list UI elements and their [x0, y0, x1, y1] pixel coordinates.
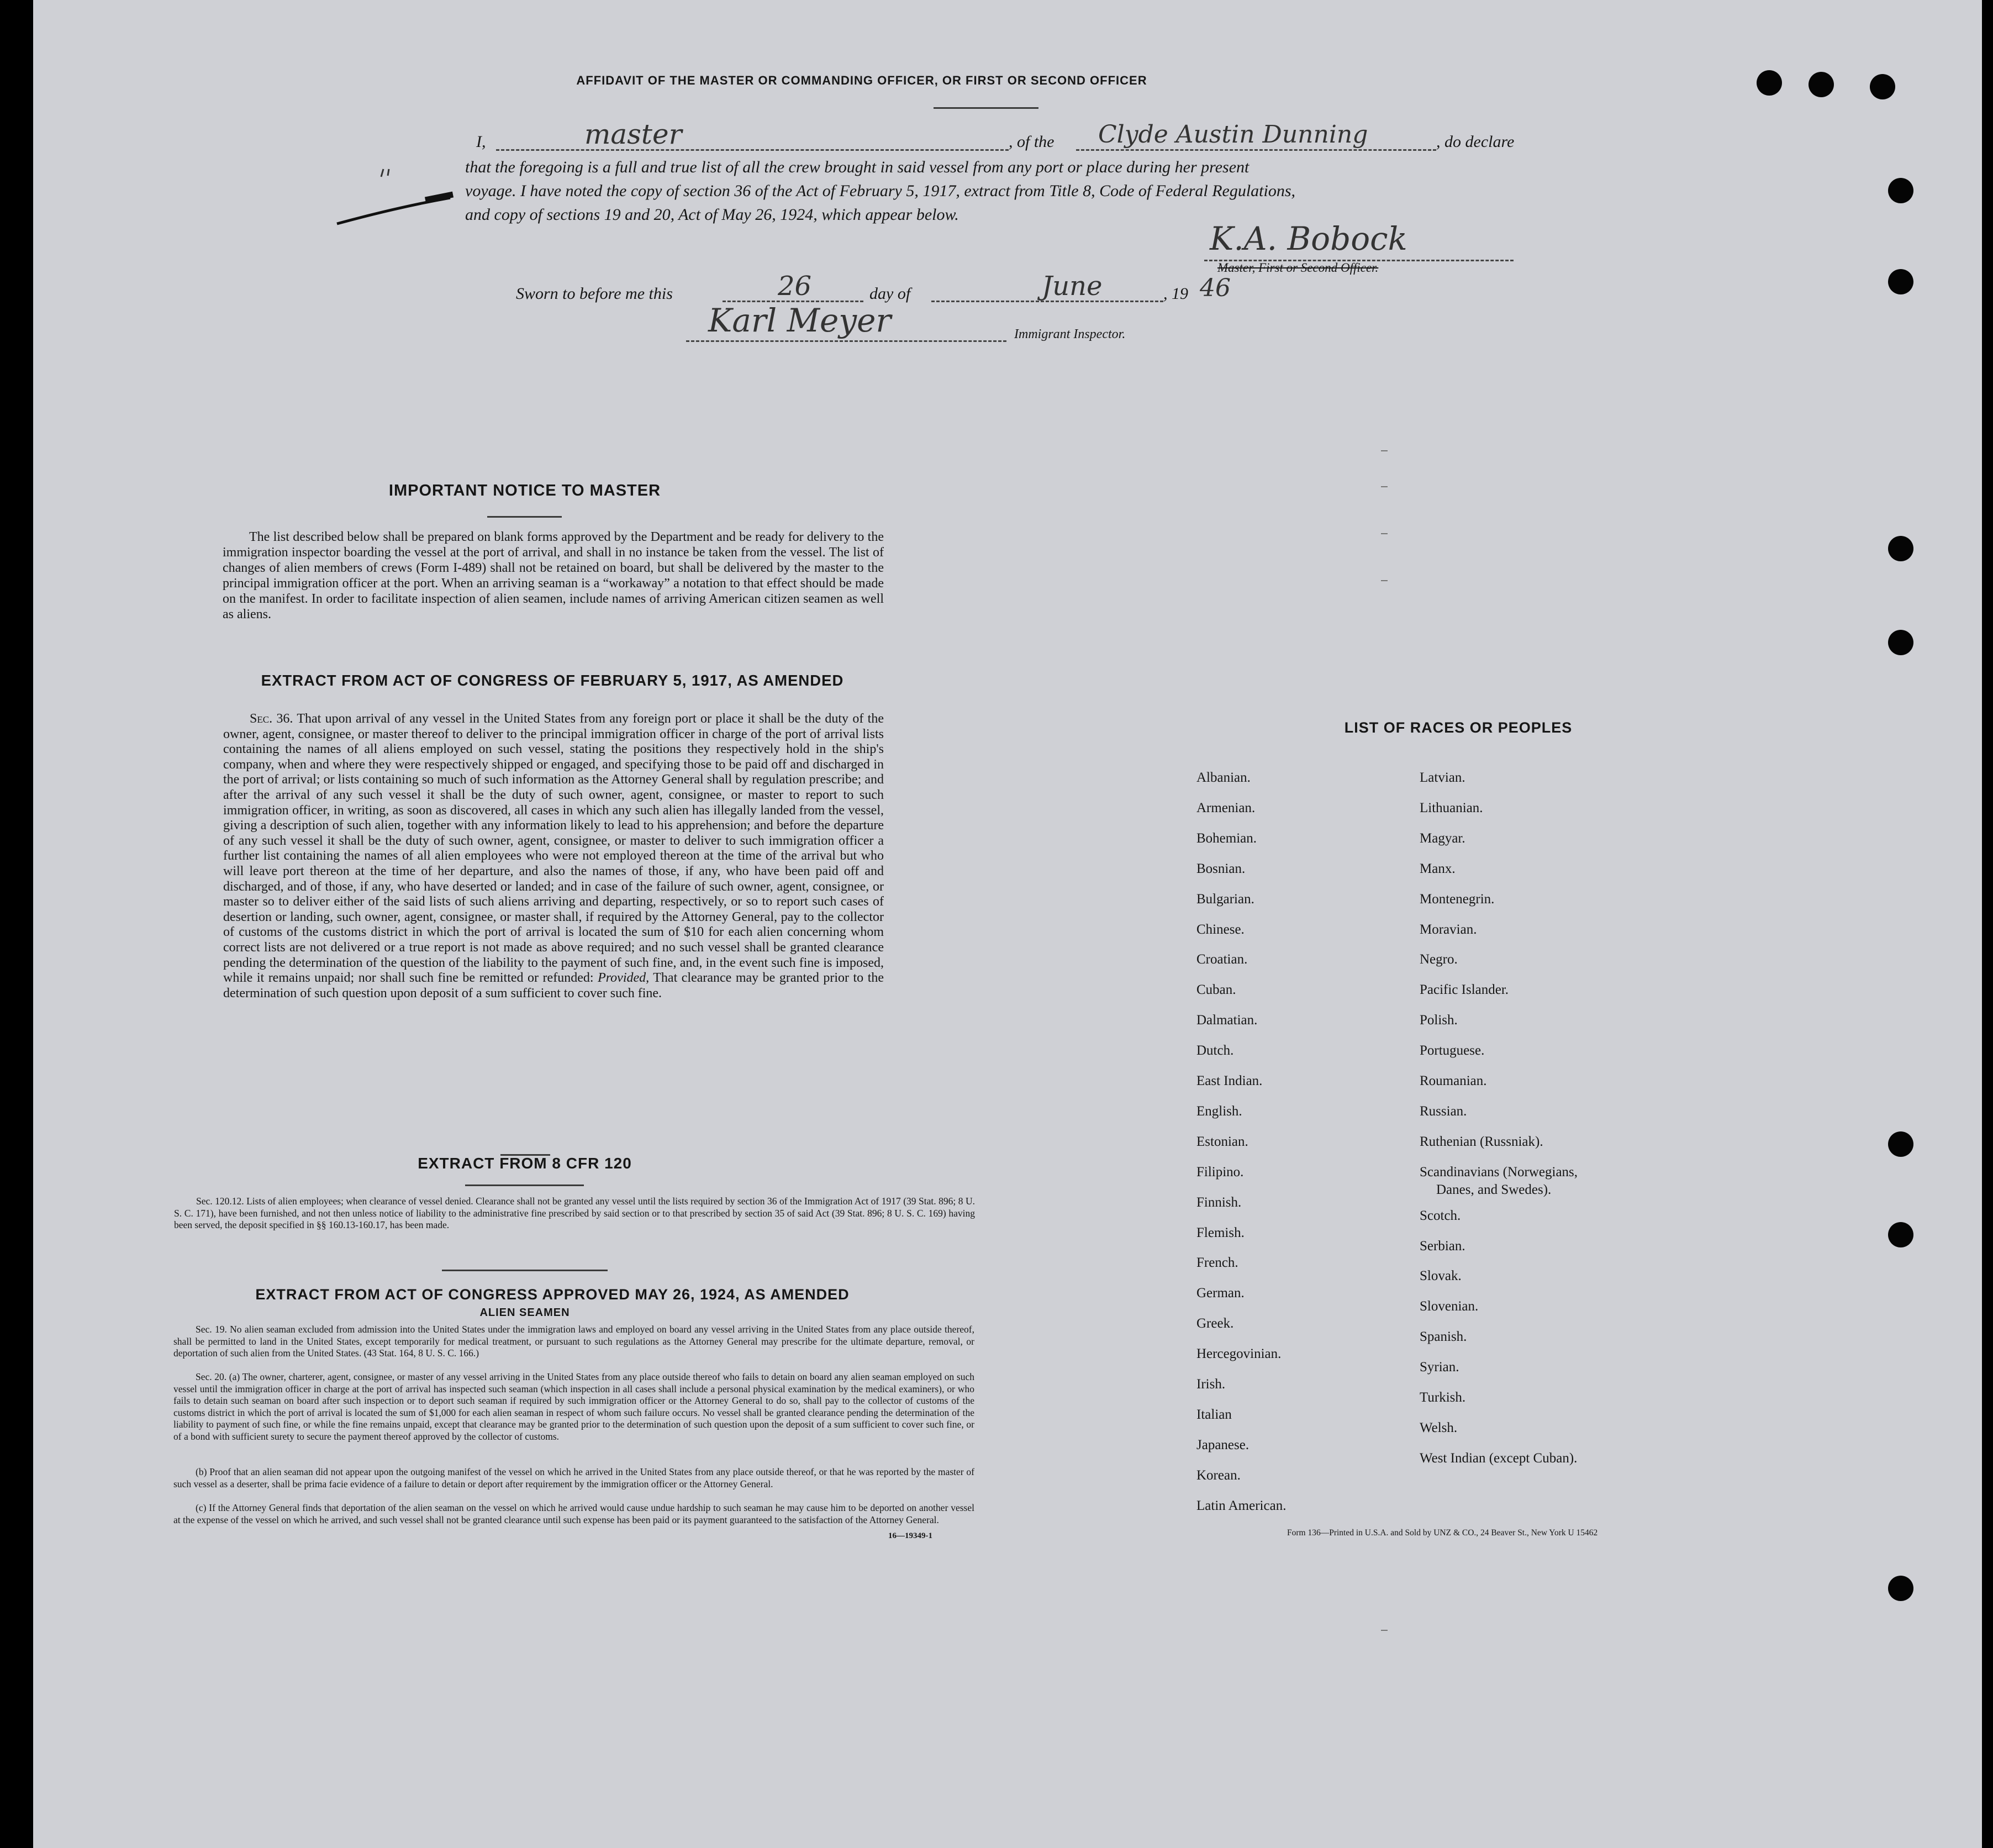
race-item: Roumanian.	[1420, 1073, 1487, 1088]
cfr-title: EXTRACT FROM 8 CFR 120	[418, 1155, 632, 1172]
race-item: Slovenian.	[1420, 1299, 1479, 1314]
declarant-name: master	[584, 118, 682, 150]
race-item: Chinese.	[1196, 922, 1245, 937]
stray-mark	[1381, 1630, 1388, 1631]
master-title-label: Master, First or Second Officer.	[1217, 261, 1379, 275]
year-field	[1200, 274, 1233, 302]
race-item: Lithuanian.	[1420, 800, 1483, 815]
race-item: Turkish.	[1420, 1390, 1466, 1405]
of-the-label: , of the	[1009, 133, 1055, 151]
divider	[934, 107, 1038, 109]
section-36-body: That upon arrival of any vessel in the United States from any foreign port or place it shall be the duty of the owner, agent, consignee, or master thereof to deliver to the principal immigration officer in charge of the port of arrival lists containing the names of all aliens employed on such vessel, stating the positions they respectively hold in the ship's company, when and where they were respectively shipped or engaged, and specifying those to be paid off and discharged in the port of arrival; or lists containing so much of such information as the Attorney General shall by regulation prescribe; and after the arrival of any such vessel it shall be the duty of such owner, agent, consignee, or master to report to such immigration officer, in writing, as soon as discovered, all cases in which any such alien has illegally landed from the vessel, giving a description of such alien, together with any information likely to lead to his apprehension; and before the departure of any such vessel it shall be the duty of such owner, agent, consignee, or master to deliver to such immigration officer a further list containing the names of all alien employees who were not employed thereon at the time of the arrival but who will leave port thereon at the time of her departure, and also the names of those, if any, who have been paid off and discharged, and of those, if any, who have deserted or landed; and in case of the failure of such owner, agent, consignee, or master so to deliver either of the said lists of such aliens arriving and departing, respectively, or so to report such cases of desertion or landing, such owner, agent, consignee, or master shall, if required by the Attorney General, pay to the collector of customs of the customs district in which the port of arrival is located the sum of $10 for each alien concerning whom correct lists are not delivered or a true report is not made as above required; and no such vessel shall be granted clearance pending the determination of the question of the liability to the payment of such fine, and, in the event such fine is imposed, while it remains unpaid; nor shall such fine be remitted or refunded:	[223, 712, 884, 986]
affidavit-text-line-1: that the foregoing is a full and true list of all the crew brought in said vessel from any port or place during her present	[465, 158, 1249, 176]
race-item: Scotch.	[1420, 1208, 1461, 1223]
section-19-text: Sec. 19. No alien seaman excluded from admission into the United States under the immigration laws and employed on board any vessel arriving in the United States from any place outside thereof, shall be permitted to land in the United States, except temporarily for medical treatment, or pursuant to such regulations as the Attorney General may prescribe for the ultimate departure, removal, or deportation of such alien from the United States. (43 Stat. 164, 8 U. S. C. 166.)	[173, 1324, 974, 1359]
punch-hole-icon	[1870, 74, 1895, 99]
day-of-label: day of	[869, 285, 911, 303]
document-page	[33, 0, 1982, 1848]
extract-1917-title: EXTRACT FROM ACT OF CONGRESS OF FEBRUARY 5, 1917, AS AMENDED	[261, 672, 844, 689]
race-item: Irish.	[1196, 1377, 1226, 1392]
extract-1924-title: EXTRACT FROM ACT OF CONGRESS APPROVED MAY 26, 1924, AS AMENDED	[255, 1286, 850, 1303]
section-20b-text: (b) Proof that an alien seaman did not appear upon the outgoing manifest of the vessel on which he arrived in the United States from any place outside thereof, or that he was reported by the master of such vessel as a deserter, shall be prima facie evidence of a failure to detain or deport after requirement by the immigration officer or the Attorney General.	[173, 1466, 974, 1489]
race-item: Italian	[1196, 1407, 1232, 1422]
section-36-label: Sec. 36.	[250, 712, 293, 726]
race-item: Portuguese.	[1420, 1043, 1485, 1059]
race-item: Armenian.	[1196, 800, 1256, 815]
race-item: Welsh.	[1420, 1420, 1458, 1435]
section-20a-text: Sec. 20. (a) The owner, charterer, agent, consignee, or master of any vessel arriving in the United States from any place outside thereof who fails to detain on board any alien seaman employed on such vessel until the immigration officer in charge at the port of arrival has inspected such seaman (which inspection in all cases shall include a personal physical examination by the medical examiners), or who fails to detain such seaman on board after such inspection or to deport such seaman if required by such immigration officer or the Attorney General to do so, shall pay to the collector of customs of the customs district in which the port of arrival is located the sum of $1,000 for each alien seaman in respect of whom such failure occurs. No vessel shall be granted clearance pending the determination of the liability to payment of such fine, or while the fine remains unpaid, except that clearance may be granted prior to the determination of such question upon the deposit of a sum sufficient to cover such fine, or of a bond with sufficient surety to secure the payment thereof approved by the collector of customs.	[173, 1371, 974, 1442]
printer-footer: Form 136—Printed in U.S.A. and Sold by UNZ & CO., 24 Beaver St., New York U 15462	[1287, 1528, 1598, 1538]
day-field	[723, 271, 863, 302]
race-item: Dutch.	[1196, 1043, 1234, 1059]
stray-mark	[1381, 580, 1388, 581]
punch-hole-icon	[1888, 178, 1913, 203]
race-item: Hercegovinian.	[1196, 1346, 1282, 1362]
race-item: Danes, and Swedes).	[1436, 1182, 1552, 1197]
inspector-signature-field	[686, 302, 1006, 342]
notice-text: The list described below shall be prepared on blank forms approved by the Department and be ready for delivery to the immigration inspector boarding the vessel at the port of arrival, and shall in no instance be taken from the vessel. The list of changes of alien members of crews (Form I-489) shall not be retained on board, but shall be delivered by the master to the principal immigration officer at the port. When an arriving seaman is a “workaway” a notation to that effect should be made on the manifest. In order to facilitate inspection of alien seamen, include names of arriving American citizen seamen as well as aliens.	[223, 530, 884, 622]
section-20c-text: (c) If the Attorney General finds that deportation of the alien seaman on the vessel on which he arrived would cause undue hardship to such seaman he may cause him to be deported on another vessel at the expense of the vessel on which he arrived, and such vessel shall not be granted clearance until such expense has been paid or its payment guaranteed to the satisfaction of the Attorney General.	[173, 1502, 974, 1525]
race-item: Scandinavians (Norwegians,	[1420, 1164, 1578, 1180]
race-item: English.	[1196, 1103, 1242, 1119]
race-item: French.	[1196, 1255, 1238, 1271]
punch-hole-icon	[1888, 1576, 1913, 1601]
race-item: Syrian.	[1420, 1360, 1459, 1375]
declarant-field	[496, 118, 1009, 151]
divider	[487, 516, 562, 518]
race-item: Ruthenian (Russniak).	[1420, 1134, 1543, 1149]
race-item: Japanese.	[1196, 1437, 1249, 1452]
month-field	[931, 271, 1163, 302]
form-code: 16—19349-1	[888, 1531, 932, 1540]
month-value: June	[1042, 271, 1103, 302]
punch-hole-icon	[1888, 1222, 1913, 1247]
race-item: Dalmatian.	[1196, 1013, 1258, 1028]
inspector-label: Immigrant Inspector.	[1014, 327, 1126, 341]
divider	[442, 1270, 608, 1271]
race-item: East Indian.	[1196, 1073, 1263, 1088]
proviso-text: That clearance may be granted prior to the determination of such question upon deposit of a sum sufficient to cover such fine.	[223, 971, 884, 1001]
affidavit-text-line-2: voyage. I have noted the copy of section 36 of the Act of February 5, 1917, extract from Title 8, Code of Federal Regulations,	[465, 182, 1296, 200]
race-item: West Indian (except Cuban).	[1420, 1450, 1578, 1466]
vessel-field	[1076, 120, 1436, 151]
race-item: Korean.	[1196, 1467, 1241, 1483]
race-item: Serbian.	[1420, 1238, 1465, 1254]
master-signature-field	[1204, 220, 1514, 261]
race-item: Pacific Islander.	[1420, 982, 1509, 998]
race-item: German.	[1196, 1286, 1245, 1301]
do-declare-label: , do declare	[1436, 133, 1515, 151]
declarant-label: I,	[476, 133, 486, 151]
sworn-label: Sworn to before me this	[516, 285, 673, 303]
year-value: 46	[1200, 274, 1231, 302]
race-item: Finnish.	[1196, 1194, 1242, 1210]
pen-mark	[331, 155, 475, 232]
race-item: Latin American.	[1196, 1498, 1287, 1513]
race-item: Filipino.	[1196, 1164, 1244, 1180]
race-item: Bohemian.	[1196, 830, 1257, 846]
stray-mark	[1381, 450, 1388, 451]
punch-hole-icon	[1809, 72, 1834, 97]
punch-hole-icon	[1757, 70, 1782, 96]
punch-hole-icon	[1888, 630, 1913, 655]
race-item: Greek.	[1196, 1316, 1234, 1331]
extract-1917-text	[223, 712, 884, 1001]
divider	[465, 1184, 584, 1186]
race-item: Polish.	[1420, 1013, 1458, 1028]
race-item: Bosnian.	[1196, 861, 1246, 876]
race-item: Moravian.	[1420, 922, 1477, 937]
race-item: Negro.	[1420, 952, 1458, 967]
race-item: Magyar.	[1420, 830, 1465, 846]
affidavit-title: AFFIDAVIT OF THE MASTER OR COMMANDING OFFICER, OR FIRST OR SECOND OFFICER	[576, 73, 1147, 87]
race-item: Croatian.	[1196, 952, 1248, 967]
day-value: 26	[778, 271, 812, 302]
proviso-label: Provided,	[598, 971, 650, 986]
stray-mark	[1381, 486, 1388, 487]
stray-mark	[1381, 533, 1388, 534]
race-item: Spanish.	[1420, 1329, 1467, 1345]
master-signature: K.A. Bobock	[1210, 220, 1407, 257]
race-item: Cuban.	[1196, 982, 1236, 998]
race-item: Latvian.	[1420, 770, 1465, 785]
inspector-signature: Karl Meyer	[708, 302, 892, 339]
race-item: Bulgarian.	[1196, 891, 1254, 907]
races-title: LIST OF RACES OR PEOPLES	[1344, 719, 1573, 736]
race-item: Montenegrin.	[1420, 891, 1495, 907]
race-item: Estonian.	[1196, 1134, 1248, 1149]
race-item: Albanian.	[1196, 770, 1251, 785]
punch-hole-icon	[1888, 536, 1913, 561]
race-item: Flemish.	[1196, 1225, 1245, 1240]
punch-hole-icon	[1888, 1131, 1913, 1157]
affidavit-text-line-3: and copy of sections 19 and 20, Act of May 26, 1924, which appear below.	[465, 206, 959, 224]
extract-1924-subtitle: ALIEN SEAMEN	[479, 1307, 570, 1319]
punch-hole-icon	[1888, 269, 1913, 294]
year-prefix: , 19	[1163, 285, 1188, 303]
cfr-text: Sec. 120.12. Lists of alien employees; when clearance of vessel denied. Clearance shall not be granted any vessel until the lists required by section 36 of the Immigration Act of 1917 (39 Stat. 896; 8 U. S. C. 171), have been furnished, and not then unless notice of liability to the administrative fine prescribed by said section or to that prescribed by section 35 of said Act (39 Stat. 896; 8 U. S. C. 169) having been served, the deposit specified in §§ 160.13-160.17, has been made.	[174, 1196, 975, 1230]
notice-title: IMPORTANT NOTICE TO MASTER	[388, 482, 661, 499]
race-item: Manx.	[1420, 861, 1456, 876]
vessel-name: Clyde Austin Dunning	[1098, 120, 1368, 149]
race-item: Slovak.	[1420, 1268, 1462, 1284]
race-item: Russian.	[1420, 1103, 1467, 1119]
